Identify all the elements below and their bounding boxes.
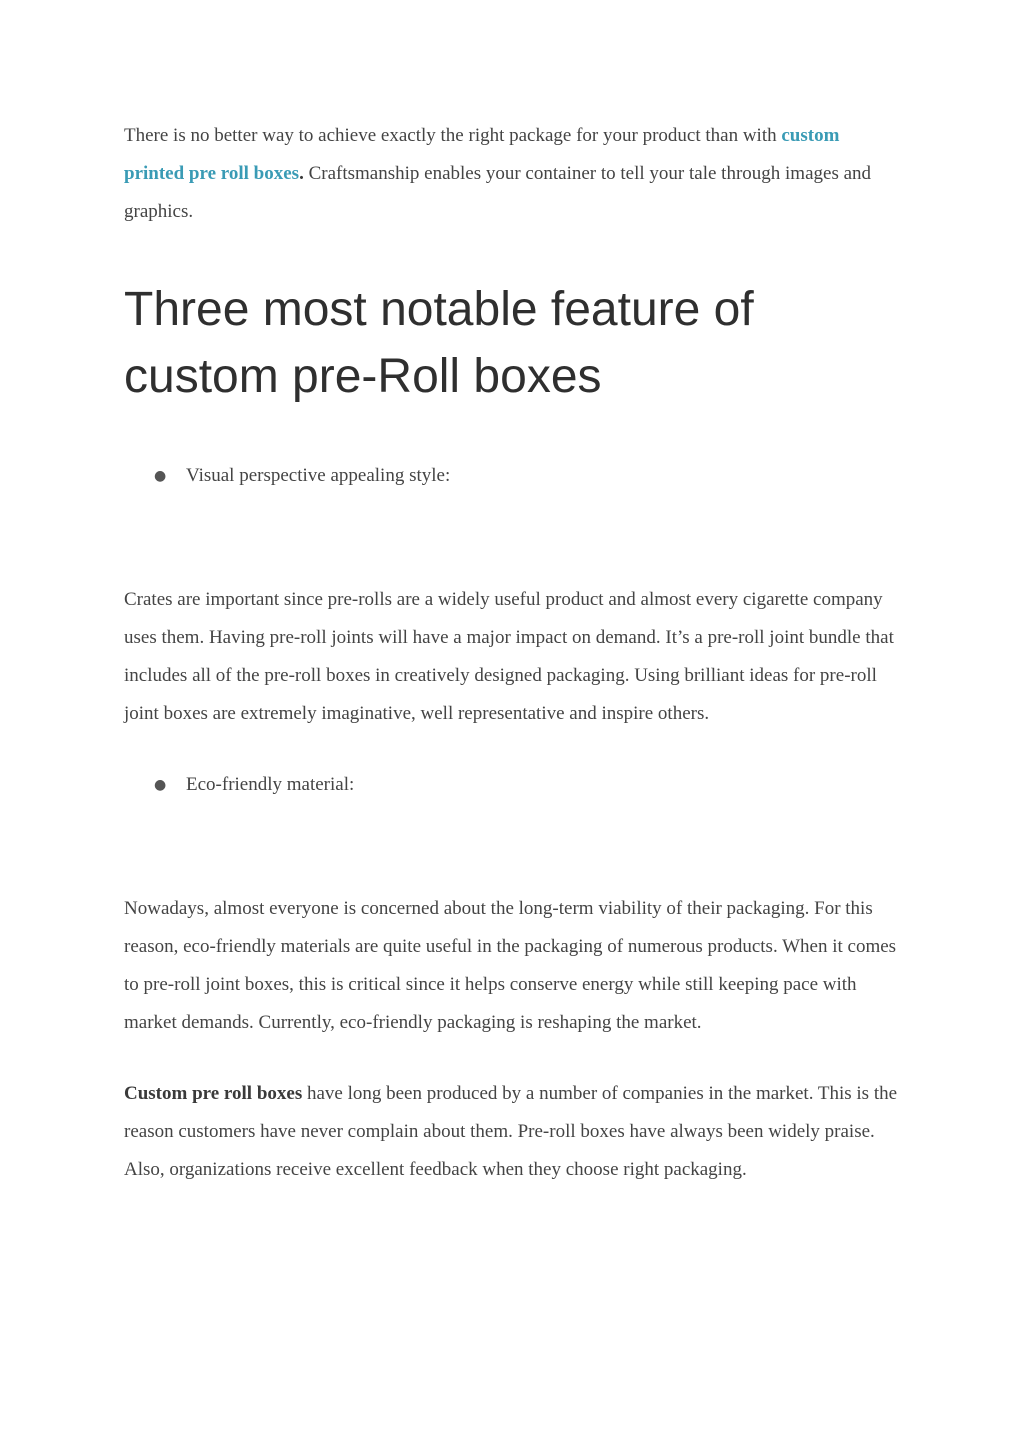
intro-paragraph — [124, 117, 900, 231]
bullet-dot-icon: ● — [154, 777, 167, 793]
feature-2-title: Eco-friendly material: — [186, 774, 355, 795]
custom-printed-pre-roll-boxes-link[interactable]: custom printed pre roll boxes — [124, 125, 840, 184]
document-page — [124, 117, 900, 1189]
closing-paragraph — [124, 1075, 900, 1189]
intro-link-suffix: . — [299, 163, 304, 184]
feature-2-body: Nowadays, almost everyone is concerned about the long-term viability of their packaging. For this reason, eco-friendly materials are quite useful in the packaging of numerous products. When it comes to pre-roll joint boxes, this is critical since it helps conserve energy while still keeping pace with market demands. Currently, eco-friendly packaging is reshaping the market. — [124, 898, 897, 1033]
closing-text: have long been produced by a number of companies in the market. This is the reason customers have never complain about them. Pre-roll boxes have always been widely praise. Also, organizations receive excellent feedback when they choose right packaging. — [124, 1083, 898, 1180]
feature-1-title: Visual perspective appealing style: — [186, 465, 451, 486]
intro-text-after: Craftsmanship enables your container to tell your tale through images and graphics. — [124, 163, 872, 222]
closing-bold-text: Custom pre roll boxes — [124, 1083, 303, 1104]
intro-text-before: There is no better way to achieve exactly the right package for your product than with — [124, 125, 782, 146]
bullet-dot-icon: ● — [154, 468, 167, 484]
feature-1-body: Crates are important since pre-rolls are a widely useful product and almost every cigarette company uses them. Having pre-roll joints will have a major impact on demand. It’s a pre-roll joint bundle that includes all of the pre-roll boxes in creatively designed packaging. Using brilliant ideas for pre-roll joint boxes are extremely imaginative, well representative and inspire others. — [124, 589, 894, 724]
section-heading: Three most notable feature of custom pre-Roll boxes — [124, 283, 754, 403]
feature-2-bullet — [124, 766, 900, 804]
feature-1-bullet — [124, 457, 900, 495]
